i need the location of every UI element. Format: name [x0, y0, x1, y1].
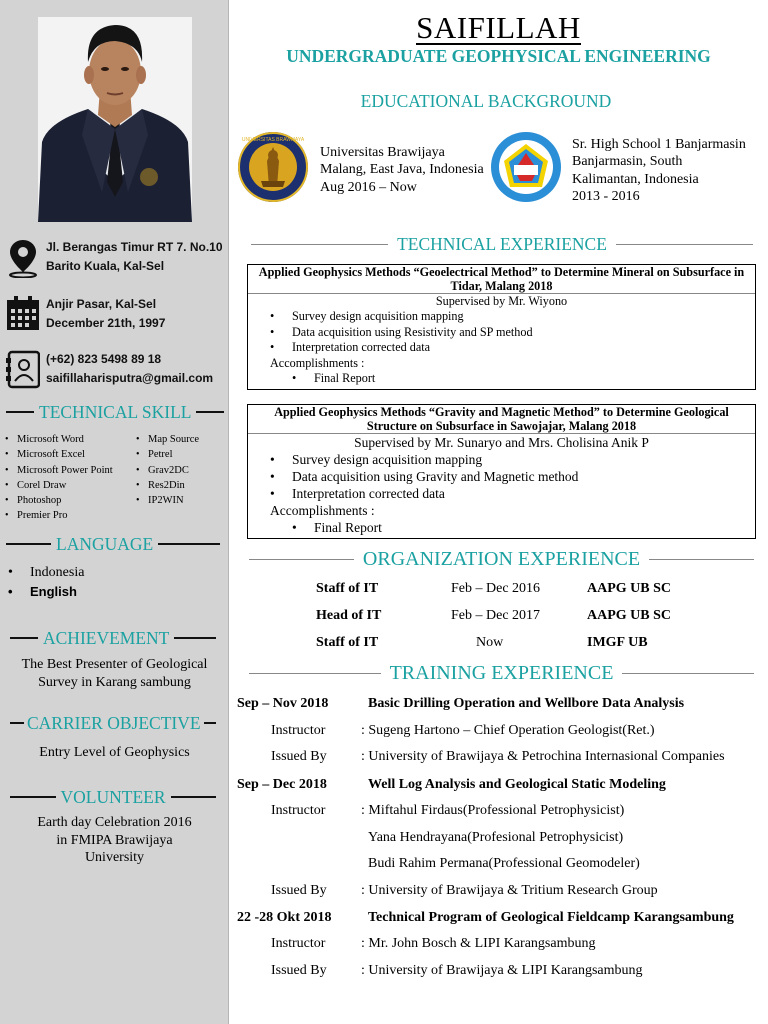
accomplishments-label: Accomplishments :	[270, 355, 365, 370]
university-info: Universitas Brawijaya Malang, East Java, Indonesia Aug 2016 – Now	[320, 145, 484, 195]
heading-rule	[649, 559, 754, 560]
heading-rule	[6, 543, 51, 545]
contact-birth	[6, 295, 228, 337]
issued-label: Issued By	[271, 963, 327, 978]
training-instructor: : Mr. John Bosch & LIPI Karangsambung	[361, 936, 596, 951]
heading-rule	[251, 244, 388, 245]
technical-skill-heading: TECHNICAL SKILL	[6, 401, 220, 423]
training-instructor: : Sugeng Hartono – Chief Operation Geologist(Ret.)	[361, 723, 655, 738]
skills-list-2	[136, 432, 199, 508]
org-role: Head of IT	[316, 608, 382, 623]
candidate-subtitle: UNDERGRADUATE GEOPHYSICAL ENGINEERING	[286, 46, 711, 66]
brawijaya-seal-logo	[237, 131, 309, 203]
issued-label: Issued By	[271, 749, 327, 764]
volunteer-heading: VOLUNTEER	[10, 786, 216, 808]
organization-heading: ORGANIZATION EXPERIENCE	[249, 546, 754, 572]
sidebar	[0, 0, 229, 1024]
address-line-1: Jl. Berangas Timur RT 7. No.10	[46, 240, 223, 254]
candidate-name: SAIFILLAH	[416, 10, 581, 45]
accomplishments-label: Accomplishments :	[270, 503, 375, 518]
project-title: Applied Geophysics Methods “Geoelectrical Method” to Determine Mineral on Subsurface in Tidar, Malang 2018	[258, 265, 745, 293]
project-task: • Data acquisition using Gravity and Magnetic method	[270, 468, 755, 485]
instructor-label: Instructor	[271, 936, 326, 951]
birth-place: Anjir Pasar, Kal-Sel	[46, 297, 157, 311]
org-period: Feb – Dec 2016	[451, 581, 541, 596]
org-period: Feb – Dec 2017	[451, 608, 541, 623]
heading-rule	[174, 637, 216, 639]
calendar-icon	[6, 295, 40, 335]
org-role: Staff of IT	[316, 581, 379, 596]
skill-item: • Petrel	[136, 447, 199, 462]
email-address: saifillaharisputra@gmail.com	[46, 371, 214, 385]
project-supervisor: Supervised by Mr. Wiyono	[248, 293, 755, 309]
organization-row	[247, 608, 756, 628]
training-title: Basic Drilling Operation and Wellbore Data Analysis	[368, 696, 685, 711]
map-pin-icon	[6, 238, 40, 278]
org-role: Staff of IT	[316, 635, 379, 650]
objective-heading: CARRIER OBJECTIVE	[10, 712, 216, 734]
training-title: Well Log Analysis and Geological Static Modeling	[368, 777, 666, 792]
contact-phone-email	[6, 350, 228, 392]
training-date: 22 -28 Okt 2018	[237, 910, 332, 925]
heading-rule	[6, 411, 34, 413]
skills-list-1	[5, 432, 113, 524]
heading-rule	[196, 411, 224, 413]
skill-item: • Grav2DC	[136, 463, 199, 478]
project-task: • Survey design acquisition mapping	[270, 309, 755, 324]
achievement-heading: ACHIEVEMENT	[10, 627, 216, 649]
skill-item: • Photoshop	[5, 493, 113, 508]
training-instructor: : Miftahul Firdaus(Professional Petrophysicist)	[361, 803, 625, 818]
project-supervisor: Supervised by Mr. Sunaryo and Mrs. Cholisina Anik P	[248, 433, 755, 451]
birth-date: December 21th, 1997	[46, 316, 166, 330]
project-task: • Data acquisition using Resistivity and SP method	[270, 325, 755, 340]
training-heading: TRAINING EXPERIENCE	[249, 660, 754, 686]
project-task-list	[270, 451, 755, 502]
skill-item: • Corel Draw	[5, 478, 113, 493]
technical-experience-heading: TECHNICAL EXPERIENCE	[251, 233, 753, 255]
instructor-label: Instructor	[271, 723, 326, 738]
accomplishment-item: • Final Report	[292, 371, 755, 386]
training-title: Technical Program of Geological Fieldcamp Karangsambung	[368, 910, 734, 925]
contact-address	[6, 238, 228, 280]
training-date: Sep – Nov 2018	[237, 696, 329, 711]
skill-item: • Microsoft Word	[5, 432, 113, 447]
heading-rule	[249, 559, 354, 560]
language-heading: LANGUAGE	[6, 533, 220, 555]
heading-rule	[158, 543, 220, 545]
project-card	[247, 404, 756, 539]
project-task-list	[270, 309, 755, 355]
accomplishment-item: • Final Report	[292, 519, 755, 536]
heading-rule	[204, 722, 216, 724]
language-item: • English	[8, 582, 84, 601]
project-title: Applied Geophysics Methods “Gravity and Magnetic Method” to Determine Geological Structure on Subsurface in Sawojajar, Malang 2018	[274, 405, 729, 433]
skill-item: • Microsoft Excel	[5, 447, 113, 462]
heading-rule	[10, 722, 24, 724]
training-instructor: Yana Hendrayana(Profesional Petrophysicist)	[368, 830, 624, 845]
high-school-logo	[490, 131, 562, 203]
skill-item: • Res2Din	[136, 478, 199, 493]
project-card	[247, 264, 756, 390]
skill-item: • IP2WIN	[136, 493, 199, 508]
instructor-label: Instructor	[271, 803, 326, 818]
org-period: Now	[476, 635, 504, 650]
project-task: • Interpretation corrected data	[270, 485, 755, 502]
project-task: • Interpretation corrected data	[270, 340, 755, 355]
svg-text:UNIVERSITAS BRAWIJAYA: UNIVERSITAS BRAWIJAYA	[241, 137, 305, 143]
issued-label: Issued By	[271, 883, 327, 898]
phone-number: (+62) 823 5498 89 18	[46, 352, 162, 366]
language-list	[8, 563, 84, 601]
org-name: AAPG UB SC	[587, 581, 672, 596]
skill-item: • Map Source	[136, 432, 199, 447]
objective-text: Entry Level of Geophysics	[39, 745, 190, 760]
skill-item: • Premier Pro	[5, 508, 113, 523]
phone-contact-icon	[6, 350, 40, 390]
heading-rule	[249, 673, 381, 674]
skill-item: • Microsoft Power Point	[5, 463, 113, 478]
org-name: IMGF UB	[587, 635, 648, 650]
project-task: • Survey design acquisition mapping	[270, 451, 755, 468]
heading-rule	[10, 637, 38, 639]
language-item: • Indonesia	[8, 563, 84, 582]
organization-row	[247, 635, 756, 655]
training-instructor: Budi Rahim Permana(Professional Geomodeler)	[368, 856, 640, 871]
profile-photo	[38, 17, 192, 222]
training-issuer: : University of Brawijaya & LIPI Karangsambung	[361, 963, 643, 978]
training-issuer: : University of Brawijaya & Tritium Research Group	[361, 883, 658, 898]
heading-rule	[616, 244, 753, 245]
heading-rule	[622, 673, 754, 674]
high-school-info: Sr. High School 1 Banjarmasin Banjarmasin, South Kalimantan, Indonesia 2013 - 2016	[572, 137, 746, 204]
training-issuer: : University of Brawijaya & Petrochina Internasional Companies	[361, 749, 725, 764]
heading-rule	[10, 796, 56, 798]
organization-row	[247, 581, 756, 601]
address-line-2: Barito Kuala, Kal-Sel	[46, 259, 165, 273]
education-heading: EDUCATIONAL BACKGROUND	[360, 91, 612, 111]
volunteer-text: Earth day Celebration 2016 in FMIPA Brawijaya University	[37, 815, 192, 865]
training-date: Sep – Dec 2018	[237, 777, 327, 792]
heading-rule	[171, 796, 217, 798]
org-name: AAPG UB SC	[587, 608, 672, 623]
achievement-text: The Best Presenter of Geological Survey in Karang sambung	[21, 657, 208, 690]
